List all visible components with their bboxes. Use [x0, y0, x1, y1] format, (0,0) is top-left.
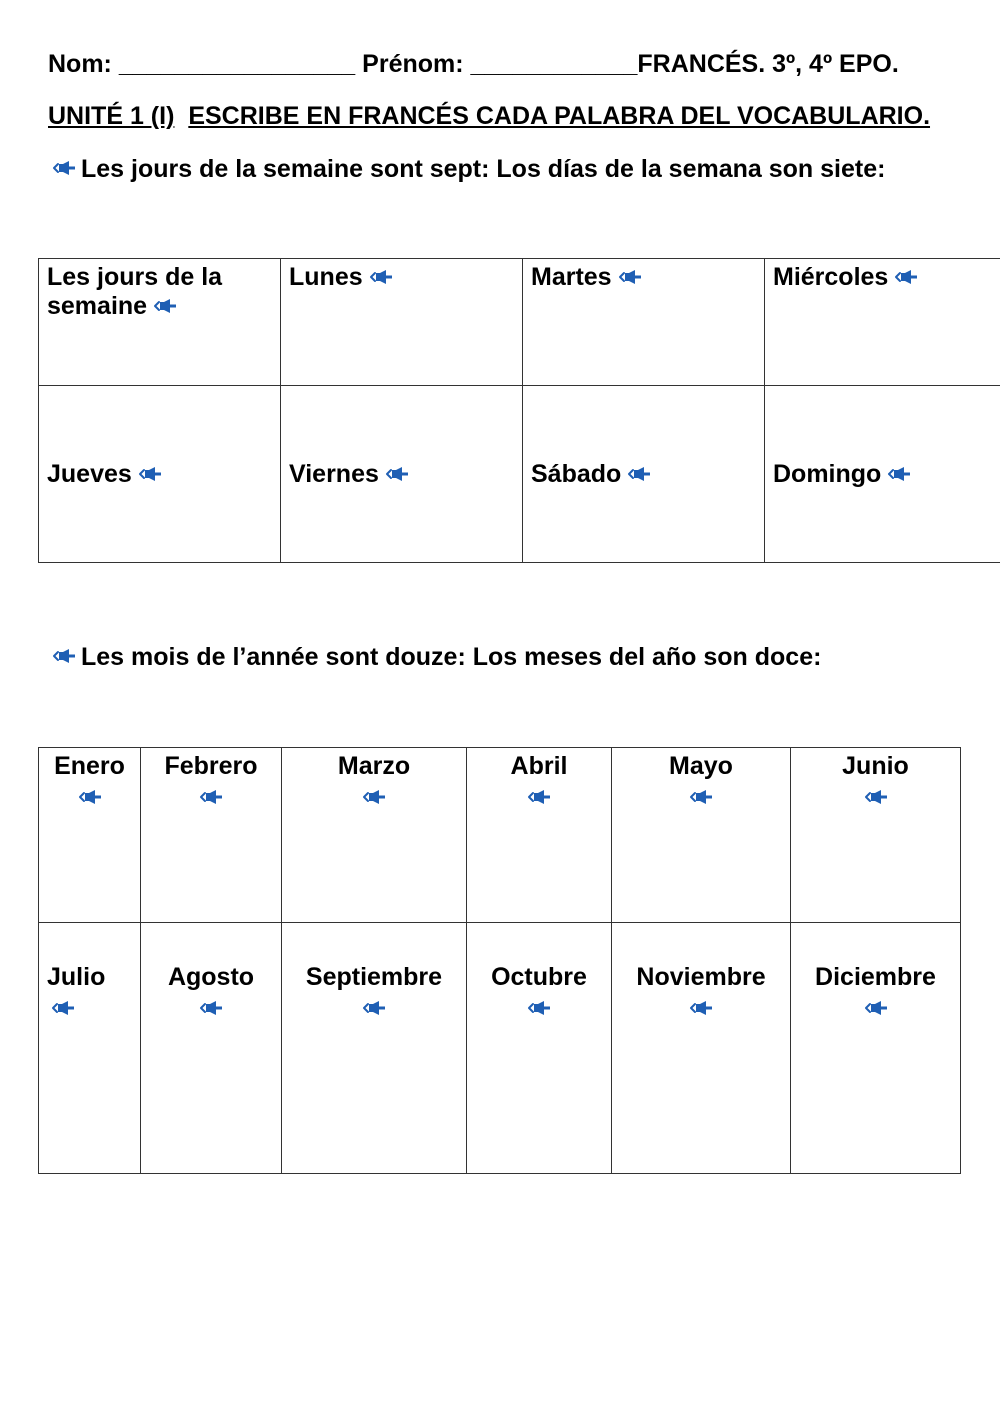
speaker-icon[interactable] — [385, 466, 409, 482]
months-row — [39, 923, 961, 1174]
instruction-title: ESCRIBE EN FRANCÉS CADA PALABRA DEL VOCABULARIO. — [188, 102, 931, 130]
month-label: Abril — [510, 752, 568, 780]
month-label: Septiembre — [305, 963, 443, 991]
month-label: Agosto — [167, 963, 255, 991]
month-label: Mayo — [669, 752, 733, 780]
speaker-icon[interactable] — [282, 1000, 466, 1016]
month-cell — [467, 748, 612, 923]
month-label: Octubre — [491, 963, 587, 991]
months-heading-text: Les mois de l’année sont douze: Los meses del año son doce: — [81, 643, 822, 671]
month-label: Noviembre — [636, 963, 766, 991]
unit-line — [48, 102, 930, 131]
day-cell — [39, 259, 281, 386]
course-label: FRANCÉS. 3º, 4º EPO. — [637, 50, 899, 78]
months-table — [38, 747, 961, 1174]
day-label: Jueves — [47, 459, 132, 488]
month-label: Junio — [842, 752, 909, 780]
speaker-icon[interactable] — [467, 1000, 611, 1016]
day-label: Lunes — [289, 263, 363, 291]
day-cell — [281, 259, 523, 386]
day-label: Sábado — [531, 459, 622, 488]
day-label: Les jours de la semaine — [47, 263, 223, 320]
day-cell — [523, 386, 765, 563]
speaker-icon[interactable] — [141, 1000, 281, 1016]
speaker-icon[interactable] — [52, 648, 76, 664]
day-cell — [523, 259, 765, 386]
month-cell — [282, 748, 467, 923]
month-cell — [39, 748, 141, 923]
days-row — [39, 259, 1000, 386]
month-cell — [612, 923, 791, 1174]
day-label: Martes — [531, 263, 612, 291]
speaker-icon[interactable] — [138, 466, 162, 482]
month-label: Enero — [54, 752, 125, 780]
month-cell — [612, 748, 791, 923]
month-label: Julio — [47, 963, 106, 991]
day-cell — [39, 386, 281, 563]
speaker-icon[interactable] — [39, 789, 140, 805]
nom-label: Nom: — [48, 50, 112, 78]
day-label: Viernes — [289, 459, 379, 488]
speaker-icon[interactable] — [791, 789, 960, 805]
month-label: Febrero — [164, 752, 258, 780]
speaker-icon[interactable] — [627, 466, 651, 482]
speaker-icon[interactable] — [894, 269, 918, 285]
months-heading — [52, 643, 821, 672]
month-cell — [141, 923, 282, 1174]
name-line — [48, 50, 899, 79]
unit-title: UNITÉ 1 (I) — [48, 102, 175, 130]
month-label: Diciembre — [815, 963, 936, 991]
month-label: Marzo — [337, 752, 411, 780]
days-heading-text: Les jours de la semaine sont sept: Los días de la semana son siete: — [81, 155, 886, 183]
month-cell — [467, 923, 612, 1174]
speaker-icon[interactable] — [47, 1000, 140, 1016]
day-label: Domingo — [773, 459, 882, 488]
speaker-icon[interactable] — [467, 789, 611, 805]
nom-field[interactable]: _________________ — [118, 50, 356, 78]
days-table — [38, 258, 1000, 563]
months-row — [39, 748, 961, 923]
speaker-icon[interactable] — [153, 298, 177, 314]
month-cell — [282, 923, 467, 1174]
speaker-icon[interactable] — [612, 789, 790, 805]
speaker-icon[interactable] — [282, 789, 466, 805]
day-cell — [765, 386, 1000, 563]
month-cell — [791, 748, 961, 923]
month-cell — [141, 748, 282, 923]
speaker-icon[interactable] — [52, 160, 76, 176]
speaker-icon[interactable] — [141, 789, 281, 805]
speaker-icon[interactable] — [887, 466, 911, 482]
month-cell — [791, 923, 961, 1174]
day-cell — [281, 386, 523, 563]
prenom-label: Prénom: — [362, 50, 464, 78]
speaker-icon[interactable] — [618, 269, 642, 285]
month-cell — [39, 923, 141, 1174]
speaker-icon[interactable] — [612, 1000, 790, 1016]
speaker-icon[interactable] — [791, 1000, 960, 1016]
prenom-field[interactable]: ____________ — [470, 50, 638, 78]
days-row — [39, 386, 1000, 563]
days-heading — [52, 155, 885, 184]
day-label: Miércoles — [773, 263, 889, 291]
day-cell — [765, 259, 1000, 386]
speaker-icon[interactable] — [369, 269, 393, 285]
